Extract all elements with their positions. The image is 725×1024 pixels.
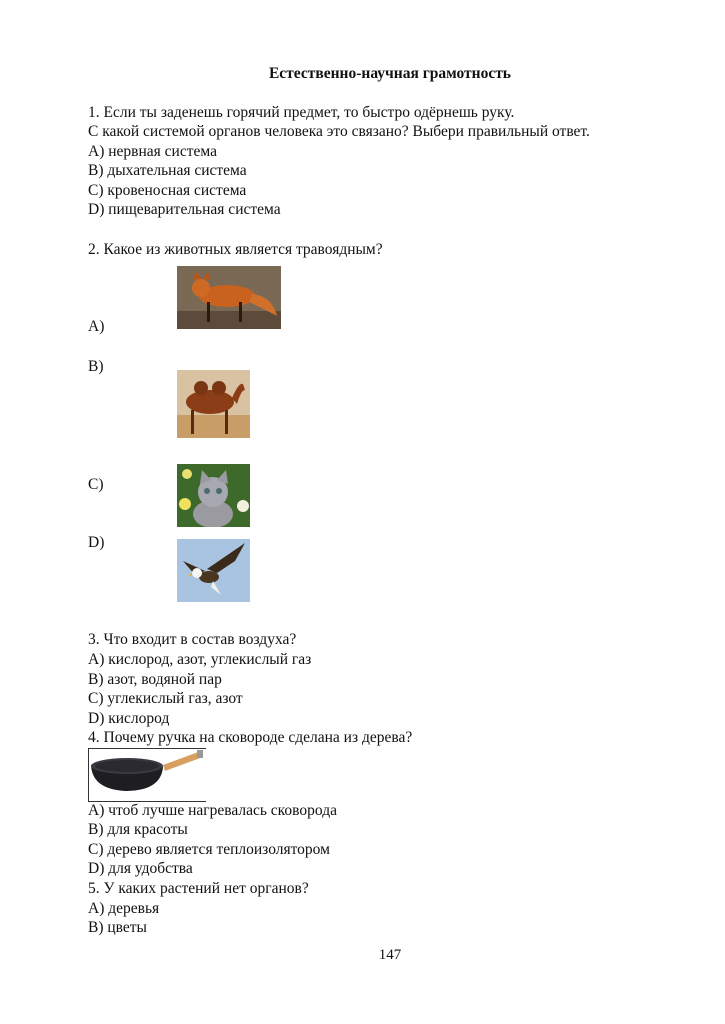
q5-option-a: A) деревья bbox=[88, 900, 160, 917]
q3-option-a: A) кислород, азот, углекислый газ bbox=[88, 651, 312, 668]
q1-option-c: C) кровеносная система bbox=[88, 182, 247, 199]
q3-option-c: C) углекислый газ, азот bbox=[88, 690, 243, 707]
question-2-text: 2. Какое из животных является травоядным? bbox=[88, 241, 383, 258]
q2-option-d: D) bbox=[88, 534, 105, 551]
q1-option-a: A) нервная система bbox=[88, 143, 217, 160]
q2-option-a: A) bbox=[88, 318, 105, 335]
q3-option-d: D) кислород bbox=[88, 710, 170, 727]
q2-option-b: B) bbox=[88, 358, 104, 375]
eagle-image bbox=[177, 539, 250, 602]
question-1-prompt: С какой системой органов человека это связано? Выбери правильный ответ. bbox=[88, 123, 590, 140]
q3-option-b: B) азот, водяной пар bbox=[88, 671, 222, 688]
q1-option-d: D) пищеварительная система bbox=[88, 201, 281, 218]
q4-option-c: C) дерево является теплоизолятором bbox=[88, 841, 330, 858]
q4-option-b: B) для красоты bbox=[88, 821, 188, 838]
question-1-text: 1. Если ты заденешь горячий предмет, то быстро одёрнешь руку. bbox=[88, 104, 515, 121]
camel-image bbox=[177, 370, 250, 438]
q5-option-b: B) цветы bbox=[88, 919, 147, 936]
frying-pan-image bbox=[88, 748, 206, 802]
q4-option-a: A) чтоб лучше нагревалась сковорода bbox=[88, 802, 337, 819]
q2-option-c: C) bbox=[88, 476, 104, 493]
page-title: Естественно-научная грамотность bbox=[268, 65, 512, 82]
q1-option-b: B) дыхательная система bbox=[88, 162, 247, 179]
q4-option-d: D) для удобства bbox=[88, 860, 193, 877]
question-3-text: 3. Что входит в состав воздуха? bbox=[88, 631, 297, 648]
question-4-text: 4. Почему ручка на сковороде сделана из дерева? bbox=[88, 729, 413, 746]
fox-image bbox=[177, 266, 281, 329]
question-5-text: 5. У каких растений нет органов? bbox=[88, 880, 309, 897]
kitten-image bbox=[177, 464, 250, 527]
page-number: 147 bbox=[378, 947, 402, 963]
